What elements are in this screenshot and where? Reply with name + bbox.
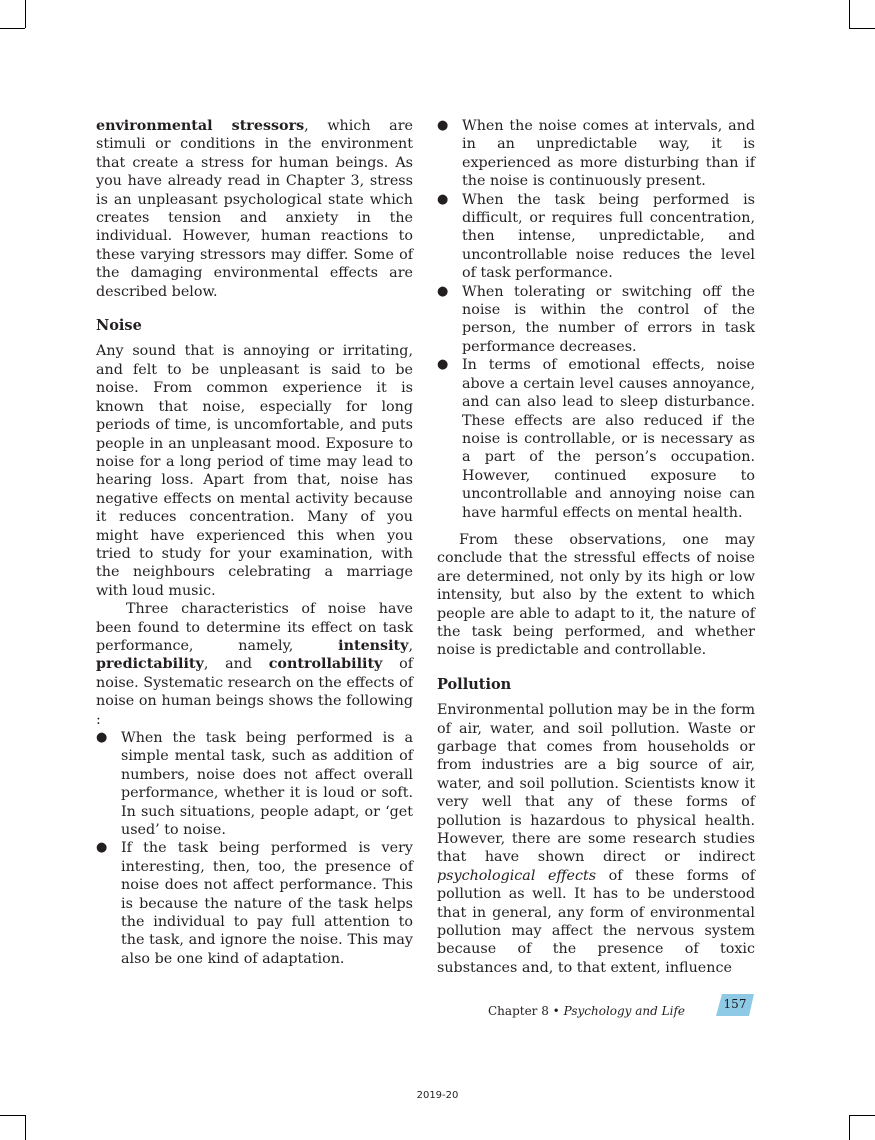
edition-year: 2019-20: [416, 1090, 459, 1101]
list-item: [96, 729, 413, 839]
crop-mark-bottom-right-v: [849, 1115, 850, 1140]
bullet-icon: ●: [437, 118, 449, 133]
noise-paragraph: Any sound that is annoying or irritating, and felt to be unpleasant is said to be noise. From common experience it is known that noise, especially for long periods of time, is uncomfortable, and puts people in an unpleasant mood. Exposure to noise for a long period of time may lead to hearing loss. Apart from that, noise has negative effects on mental activity because it reduces concentration. Many of you might have experienced this when you tried to study for your examination, with the neighbours celebrating a marriage with loud music.: [96, 343, 413, 599]
left-column: [96, 117, 413, 968]
term-predictability: predictability: [96, 656, 204, 673]
characteristics-text-c: , and: [203, 656, 269, 673]
crop-mark-top-right-v: [849, 0, 850, 28]
bullet-icon: ●: [96, 730, 108, 745]
crop-mark-bottom-left-h: [0, 1115, 25, 1116]
list-item-text: When the noise comes at intervals, and in an unpredictable way, it is experienced as more disturbing than if the noise is continuously present.: [462, 118, 755, 190]
crop-mark-top-right-h: [849, 28, 875, 29]
bullet-icon: ●: [437, 191, 449, 207]
bullet-icon: ●: [96, 840, 108, 856]
list-item: [437, 356, 755, 522]
pollution-text-b: of these forms of pollution as well. It has to be understood that in general, any form of environmental pollution may affect the nervous system because of the presence of toxic substances and, to that extent, influence: [437, 867, 755, 976]
crop-mark-top-left-v: [25, 0, 26, 28]
intro-text: , which are stimuli or conditions in the environment that create a stress for human beings. As you have already read in Chapter 3, stress is an unpleasant psychological state which creates tension and anxiety in the individual. However, human reactions to these varying stressors may differ. Some of the damaging environmental effects are described below.: [96, 118, 413, 300]
list-item: [437, 191, 755, 283]
bullet-icon: ●: [437, 283, 449, 299]
noise-characteristics-paragraph: [96, 600, 413, 729]
pollution-heading: Pollution: [437, 675, 512, 693]
term-intensity: intensity: [338, 637, 409, 654]
pollution-text-a: Environmental pollution may be in the form of air, water, and soil pollution. Waste or garbage that comes from households or from industries are a big source of air, water, and soil pollution. Scientists know it very well that any of these forms of pollution is hazardous to physical health. However, there are some research studies that have shown direct or indirect: [437, 702, 755, 866]
term-environmental-stressors: environmental stressors: [96, 118, 305, 134]
list-item-text: In terms of emotional effects, noise above a certain level causes annoyance, and can also lead to sleep disturbance. These effects are also reduced if the noise is controllable, or is necessary as a part of the person’s occupation. However, continued exposure to uncontrollable and annoying noise can have harmful effects on mental health.: [462, 357, 755, 521]
characteristics-text-a: Three characteristics of noise have been found to determine its effect on task performance, namely,: [96, 601, 413, 654]
noise-findings-list-left: [96, 729, 413, 968]
conclusion-paragraph: From these observations, one may conclude that the stressful effects of noise are determined, not only by its high or low intensity, but also by the extent to which people are able to adapt to it, the nature of the task being performed, and whether noise is predictable and controllable.: [437, 531, 755, 659]
page-number-badge: [716, 992, 756, 1018]
list-item-text: When tolerating or switching off the noise is within the control of the person, the number of errors in task performance decreases.: [462, 283, 755, 355]
intro-paragraph: [96, 117, 413, 301]
noise-heading: Noise: [96, 317, 142, 335]
characteristics-text-d: of noise. Systematic research on the effects of noise on human beings shows the following :: [96, 656, 413, 728]
footer-chapter: Chapter 8: [488, 1004, 549, 1018]
crop-mark-bottom-right-h: [849, 1115, 875, 1116]
crop-mark-top-left-h: [0, 28, 25, 29]
list-item-text: If the task being performed is very interesting, then, too, the presence of noise does not affect performance. This is because the nature of the task helps the individual to pay full attention to the task, and ignore the noise. This may also be one kind of adaptation.: [121, 840, 413, 967]
list-item: [437, 283, 755, 357]
characteristics-text-b: ,: [408, 637, 413, 654]
noise-findings-list-right: [437, 117, 755, 522]
term-controllability: controllability: [268, 656, 383, 673]
list-item-text: When the task being performed is a simple mental task, such as addition of numbers, noise does not affect overall performance, whether it is loud or soft. In such situations, people adapt, or ‘get used’ to noise.: [121, 730, 413, 839]
footer-separator: •: [548, 1004, 564, 1018]
running-footer: [488, 1004, 685, 1018]
list-item-text: When the task being performed is difficult, or requires full concentration, then intense, unpredictable, and uncontrollable noise reduces the level of task performance.: [462, 191, 755, 282]
list-item: [96, 839, 413, 968]
right-column: [437, 117, 755, 977]
footer-book-title: Psychology and Life: [563, 1004, 686, 1018]
term-psychological-effects: psychological effects: [437, 867, 597, 884]
list-item: [437, 117, 755, 191]
bullet-icon: ●: [437, 357, 449, 373]
page-number: 157: [723, 997, 747, 1011]
crop-mark-bottom-left-v: [25, 1115, 26, 1140]
pollution-paragraph: [437, 701, 755, 977]
